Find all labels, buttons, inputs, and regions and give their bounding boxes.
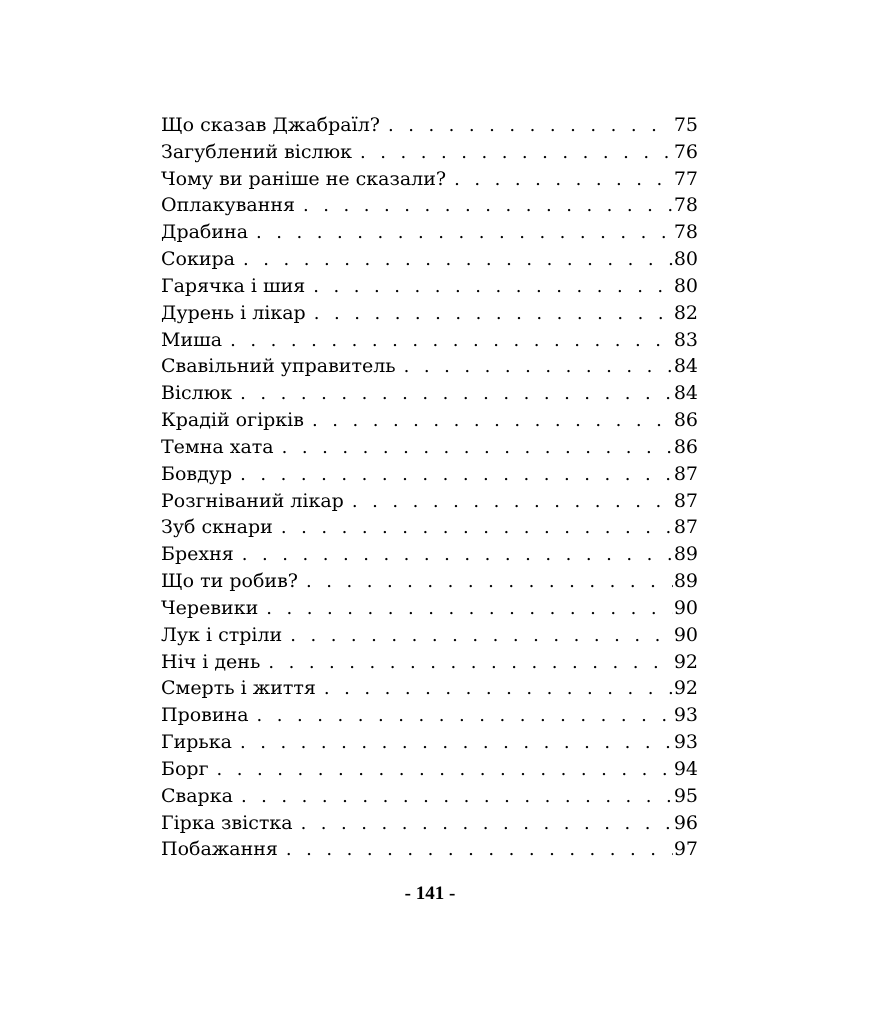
toc-entry [161, 353, 698, 380]
toc-dot-leader [243, 247, 673, 274]
toc-entry [161, 514, 698, 541]
toc-entry-title: Гарячка і шия [161, 274, 306, 297]
toc-entry-page: 90 [673, 596, 698, 619]
toc-entry-page: 93 [673, 731, 698, 754]
toc-dot-leader [286, 837, 673, 864]
toc-dot-leader [230, 328, 673, 355]
toc-entry [161, 461, 698, 488]
toc-dot-leader [240, 730, 673, 757]
toc-dot-leader [282, 435, 673, 462]
toc-entry-title: Розгніваний лікар [161, 489, 344, 512]
toc-entry [161, 836, 698, 863]
toc-entry [161, 568, 698, 595]
toc-entry-title: Гірка звістка [161, 811, 293, 834]
toc-entry-title: Смерть і життя [161, 677, 316, 700]
toc-dot-leader [257, 703, 673, 730]
toc-entry-page: 76 [673, 140, 698, 163]
toc-entry-page: 80 [673, 274, 698, 297]
toc-entry-page: 87 [673, 516, 698, 539]
toc-dot-leader [352, 489, 673, 516]
toc-entry-title: Борг [161, 757, 209, 780]
toc-dot-leader [454, 167, 673, 194]
toc-entry-page: 92 [673, 677, 698, 700]
toc-entry-page: 94 [673, 757, 698, 780]
toc-entry-title: Драбина [161, 221, 249, 244]
toc-entry [161, 783, 698, 810]
toc-dot-leader [290, 623, 673, 650]
toc-dot-leader [404, 354, 673, 381]
toc-entry [161, 407, 698, 434]
toc-entry-title: Загублений віслюк [161, 140, 352, 163]
toc-entry [161, 300, 698, 327]
table-of-contents [161, 112, 698, 863]
toc-dot-leader [314, 301, 673, 328]
toc-entry-title: Віслюк [161, 382, 233, 405]
toc-entry [161, 327, 698, 354]
toc-entry-title: Сварка [161, 784, 233, 807]
toc-entry-page: 78 [673, 221, 698, 244]
toc-entry [161, 273, 698, 300]
toc-entry [161, 219, 698, 246]
toc-entry-page: 75 [673, 114, 698, 136]
toc-entry-title: Що ти робив? [161, 570, 298, 593]
toc-dot-leader [306, 569, 673, 596]
toc-entry-title: Лук і стріли [161, 623, 283, 646]
toc-entry [161, 675, 698, 702]
toc-entry-title: Побажання [161, 838, 278, 861]
toc-dot-leader [240, 381, 673, 408]
toc-entry-page: 96 [673, 811, 698, 834]
toc-dot-leader [313, 274, 673, 301]
toc-entry [161, 166, 698, 193]
toc-entry-page: 86 [673, 435, 698, 458]
toc-entry-page: 89 [673, 570, 698, 593]
toc-entry-page: 84 [673, 382, 698, 405]
toc-dot-leader [266, 596, 673, 623]
toc-entry-title: Гирька [161, 731, 232, 754]
toc-entry-page: 78 [673, 194, 698, 217]
toc-entry-page: 92 [673, 650, 698, 673]
toc-entry-title: Темна хата [161, 435, 274, 458]
toc-dot-leader [268, 650, 672, 677]
toc-dot-leader [242, 542, 673, 569]
toc-dot-leader [360, 140, 673, 167]
toc-entry-title: Зуб скнари [161, 516, 273, 539]
toc-entry-page: 83 [673, 328, 698, 351]
toc-entry-page: 80 [673, 248, 698, 271]
toc-entry-title: Крадій огірків [161, 409, 304, 432]
toc-entry-page: 95 [673, 784, 698, 807]
toc-entry-page: 97 [673, 838, 698, 861]
toc-entry-page: 89 [673, 543, 698, 566]
toc-entry [161, 434, 698, 461]
toc-entry-title: Дурень і лікар [161, 301, 306, 324]
toc-entry-title: Брехня [161, 543, 234, 566]
toc-entry [161, 595, 698, 622]
toc-entry [161, 702, 698, 729]
toc-dot-leader [281, 515, 673, 542]
page-number: - 141 - [404, 883, 456, 904]
toc-entry [161, 380, 698, 407]
toc-entry [161, 139, 698, 166]
toc-entry [161, 192, 698, 219]
toc-dot-leader [217, 757, 673, 784]
toc-entry-page: 86 [673, 409, 698, 432]
toc-entry [161, 246, 698, 273]
toc-entry-title: Бовдур [161, 462, 233, 485]
toc-entry [161, 541, 698, 568]
toc-entry-title: Ніч і день [161, 650, 261, 673]
toc-entry-page: 87 [673, 489, 698, 512]
toc-entry-page: 87 [673, 462, 698, 485]
toc-entry [161, 112, 698, 139]
toc-entry-page: 84 [673, 355, 698, 378]
toc-entry [161, 756, 698, 783]
toc-entry-title: Свавільний управитель [161, 355, 396, 378]
toc-entry [161, 649, 698, 676]
toc-entry-page: 82 [673, 301, 698, 324]
toc-entry-title: Чому ви раніше не сказали? [161, 167, 447, 190]
toc-entry-title: Миша [161, 328, 223, 351]
toc-dot-leader [388, 113, 673, 140]
toc-entry-title: Що сказав Джабраїл? [161, 114, 380, 136]
toc-dot-leader [312, 408, 673, 435]
toc-entry-title: Сокира [161, 248, 236, 271]
toc-dot-leader [240, 462, 673, 489]
toc-dot-leader [324, 676, 673, 703]
toc-entry-page: 77 [673, 167, 698, 190]
toc-entry-page: 93 [673, 704, 698, 727]
toc-entry-title: Черевики [161, 596, 259, 619]
toc-entry-title: Провина [161, 704, 249, 727]
toc-entry-title: Оплакування [161, 194, 296, 217]
toc-dot-leader [303, 193, 673, 220]
toc-dot-leader [241, 784, 673, 811]
toc-entry [161, 622, 698, 649]
toc-entry-page: 90 [673, 623, 698, 646]
toc-dot-leader [301, 811, 673, 838]
toc-dot-leader [256, 220, 673, 247]
toc-entry [161, 810, 698, 837]
toc-entry [161, 488, 698, 515]
toc-entry [161, 729, 698, 756]
